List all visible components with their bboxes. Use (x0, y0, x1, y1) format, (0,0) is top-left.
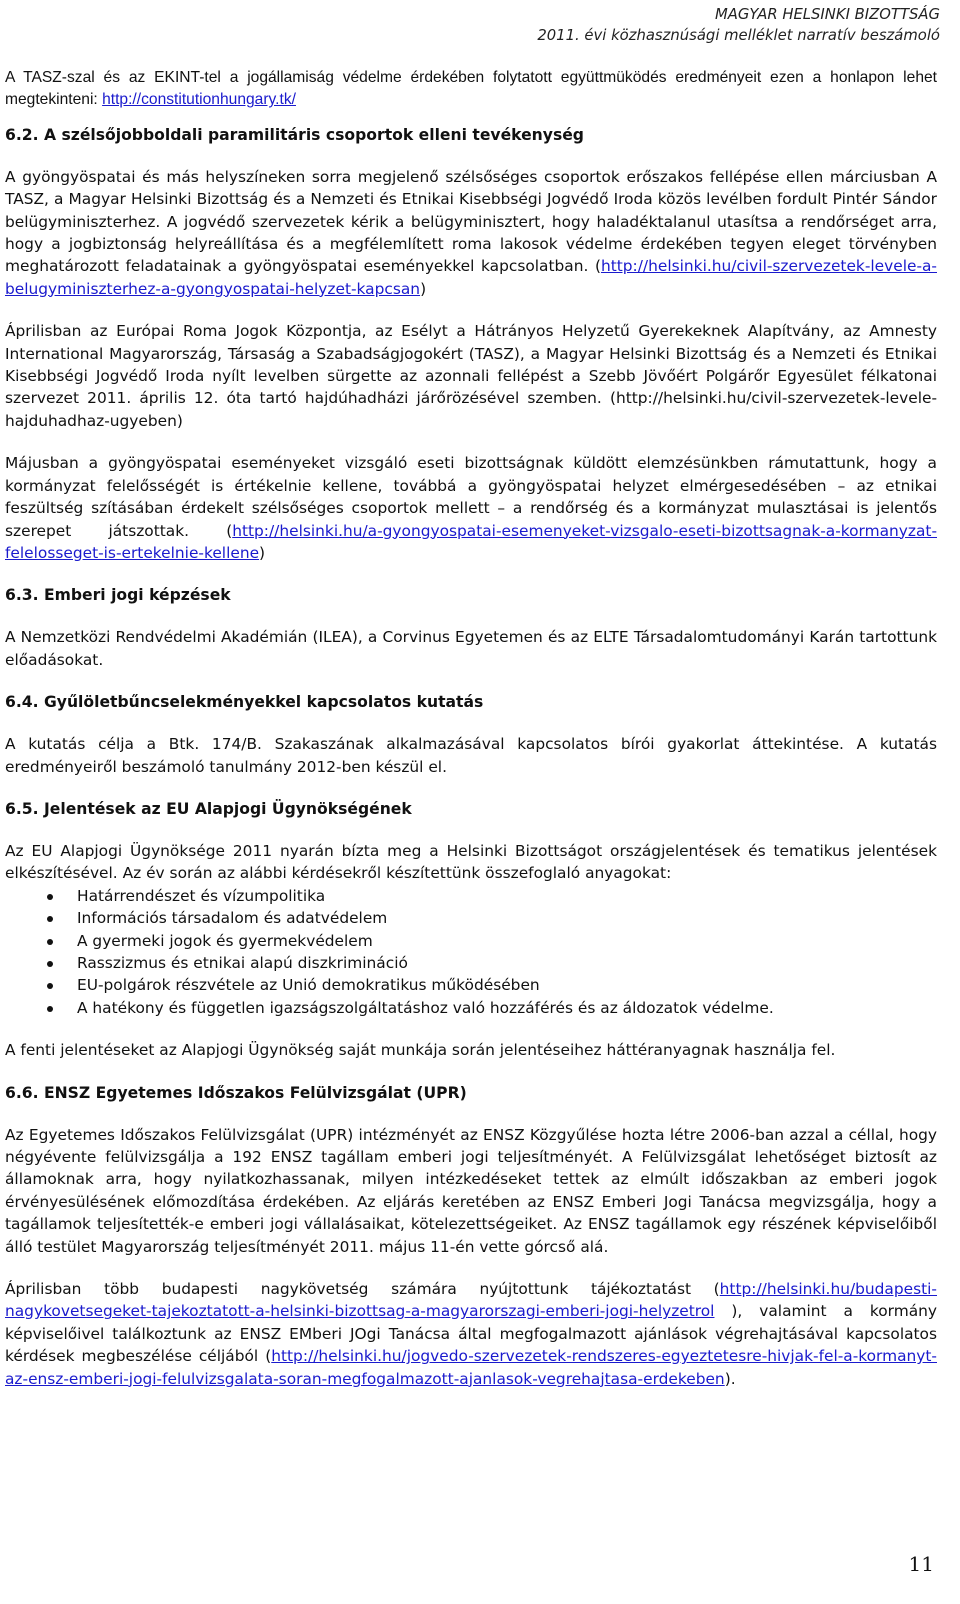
section-6-5-paragraph-1: Az EU Alapjogi Ügynöksége 2011 nyarán bízta meg a Helsinki Bizottságot országjelentések és tematikus jelentések elkészítésével. Az év során az alábbi kérdésekről készítettünk összefoglaló anyagokat: (5, 841, 937, 883)
letter-interior-minister-link[interactable]: http://helsinki.hu/civil-szervezetek-levele-a-belugyminiszterhez-a-gyongyospatai-helyzet-kapcsan (5, 257, 937, 298)
list-item: Határrendészet és vízumpolitika (77, 885, 937, 907)
list-item: EU-polgárok részvétele az Unió demokratikus működésében (77, 974, 937, 996)
paragraph-close: ) (420, 279, 427, 298)
embassies-briefing-link[interactable]: http://helsinki.hu/budapesti-nagykovetsegeket-tajekoztatott-a-helsinki-bizottsag-a-magyarorszagi-emberi-jogi-helyzetrol (5, 1280, 937, 1321)
section-6-4-heading: 6.4. Gyűlöletbűncselekményekkel kapcsolatos kutatás (5, 693, 484, 712)
section-6-2-heading: 6.2. A szélsőjobboldali paramilitáris csoportok elleni tevékenység (5, 125, 584, 144)
section-6-2-paragraph-2: Áprilisban az Európai Roma Jogok Központja, az Esélyt a Hátrányos Helyzetű Gyerekeknek Alapítvány, az Amnesty International Magyarország, Társaság a Szabadságjogokért (TASZ), a Magyar Helsinki Bizottság és a Nemzeti és Etnikai Kisebbségi Jogvédő Iroda nyílt levelben sürgette az azonnali fellépést a Szebb Jövőért Polgárőr Egyesület félkatonai szervezet 2011. április 12. óta tartó hajdúhadházi járőrözésével szemben. (http://helsinki.hu/civil-szervezetek-levele-hajduhadhaz-ugyeben) (5, 322, 937, 430)
list-item: Rasszizmus és etnikai alapú diszkrimináció (77, 952, 937, 974)
section-6-2-paragraph-3 (5, 452, 937, 564)
section-6-5-paragraph-2: A fenti jelentéseket az Alapjogi Ügynökség saját munkája során jelentéseihez háttéranyagnak használja fel. (5, 1041, 836, 1060)
gyongyospata-committee-link[interactable]: http://helsinki.hu/a-gyongyospatai-esemenyeket-vizsgalo-eseti-bizottsagnak-a-kormanyzat-felelosseget-is-ertekelnie-kellene (5, 521, 937, 562)
document-body (5, 67, 937, 1390)
list-item: Információs társadalom és adatvédelem (77, 907, 937, 929)
intro-text: A TASZ-szal és az EKINT-tel a jogállamiság védelme érdekében folytatott együttmüködés eredményeit ezen a honlapon lehet megtekinteni: (5, 69, 937, 109)
paragraph-text: A gyöngyöspatai és más helyszíneken sorra megjelenő szélsőséges csoportok erőszakos fellépése ellen márciusban A TASZ, a Magyar Helsinki Bizottság és a Nemzeti és Etnikai Kisebbségi Jogvédő Iroda közös levélben fordult Pintér Sándor belügyminiszterhez. A jogvédő szervezetek kérik a belügyminisztert, hogy haladéktalanul utasítsa a rendőrséget arra, hogy a jogbiztonság helyreállítása és a megfélemlített roma lakosok védelme érdekében tegyen eleget törvényben meghatározott feladatainak a gyöngyöspatai eseményekkel kapcsolatban. ( (5, 167, 937, 276)
section-6-5-heading: 6.5. Jelentések az EU Alapjogi Ügynökségének (5, 799, 412, 818)
section-6-2-paragraph-1 (5, 166, 937, 300)
paragraph-close: ). (724, 1369, 736, 1388)
page-header (537, 4, 940, 46)
paragraph-text: ), valamint a kormány képviselőivel találkoztunk az ENSZ EMberi JOgi Tanácsa által megfogalmazott ajánlások végrehajtásával kapcsolatos kérdések megbeszélése céljából ( (5, 1302, 937, 1366)
page-number: 11 (908, 1552, 934, 1576)
paragraph-text: Áprilisban több budapesti nagykövetség számára nyújtottunk tájékoztatást ( (5, 1280, 720, 1299)
eu-report-topics-list (5, 885, 937, 1019)
list-item: A hatékony és független igazságszolgáltatáshoz való hozzáférés és az áldozatok védelme. (77, 997, 937, 1019)
header-report-title: 2011. évi közhasznúsági melléklet narratív beszámoló (537, 27, 940, 44)
section-6-3-paragraph-1: A Nemzetközi Rendvédelmi Akadémián (ILEA), a Corvinus Egyetemen és az ELTE Társadalomtudományi Karán tartottunk előadásokat. (5, 628, 937, 669)
constitution-link[interactable]: http://constitutionhungary.tk/ (102, 91, 296, 109)
upr-consultation-link[interactable]: http://helsinki.hu/jogvedo-szervezetek-rendszeres-egyeztetesre-hivjak-fel-a-kormanyt-az-ensz-emberi-jogi-felulvizsgalata-soran-megfogalmazott-ajanlasok-vegrehajtasa-erdekeben (5, 1347, 937, 1388)
section-6-6-paragraph-2 (5, 1278, 937, 1390)
paragraph-close: ) (259, 543, 266, 562)
intro-paragraph (5, 67, 937, 112)
list-item: A gyermeki jogok és gyermekvédelem (77, 930, 937, 952)
section-6-6-heading: 6.6. ENSZ Egyetemes Időszakos Felülvizsgálat (UPR) (5, 1083, 467, 1102)
section-6-4-paragraph-1: A kutatás célja a Btk. 174/B. Szakaszának alkalmazásával kapcsolatos bírói gyakorlat áttekintése. A kutatás eredményeiről beszámoló tanulmány 2012-ben készül el. (5, 735, 937, 776)
section-6-6-paragraph-1: Az Egyetemes Időszakos Felülvizsgálat (UPR) intézményét az ENSZ Közgyűlése hozta létre 2006-ban azzal a céllal, hogy négyévente felülvizsgálja a 192 ENSZ tagállam emberi jogi teljesítményét. A Felülvizsgálat lehetőséget biztosít az államoknak arra, hogy nyilatkozhassanak, milyen intézkedéseket tettek az elmúlt időszakban az emberi jogok érvényesülésének előmozdítása érdekében. Az eljárás keretében az ENSZ Emberi Jogi Tanácsa megvizsgálja, hogy a tagállamok teljesítették-e emberi jogi vállalásaikat, kötelezettségeiket. Az ENSZ tagállamok egy részének képviselőiből álló testület Magyarország teljesítményét 2011. május 11-én vette górcső alá. (5, 1125, 937, 1256)
header-organization: MAGYAR HELSINKI BIZOTTSÁG (714, 6, 940, 23)
paragraph-text: Májusban a gyöngyöspatai eseményeket vizsgáló eseti bizottságnak küldött elemzésünkben rámutattunk, hogy a kormányzat felelősségét is értékelnie kellene, továbbá a gyöngyöspatai helyzet elmérgesedésében – az etnikai feszültség szításában érdekelt szélsőséges csoportok mellett – a rendőrség és a kormányzat mulasztásai is jelentős szerepet játszottak. ( (5, 454, 937, 540)
section-6-3-heading: 6.3. Emberi jogi képzések (5, 586, 231, 605)
